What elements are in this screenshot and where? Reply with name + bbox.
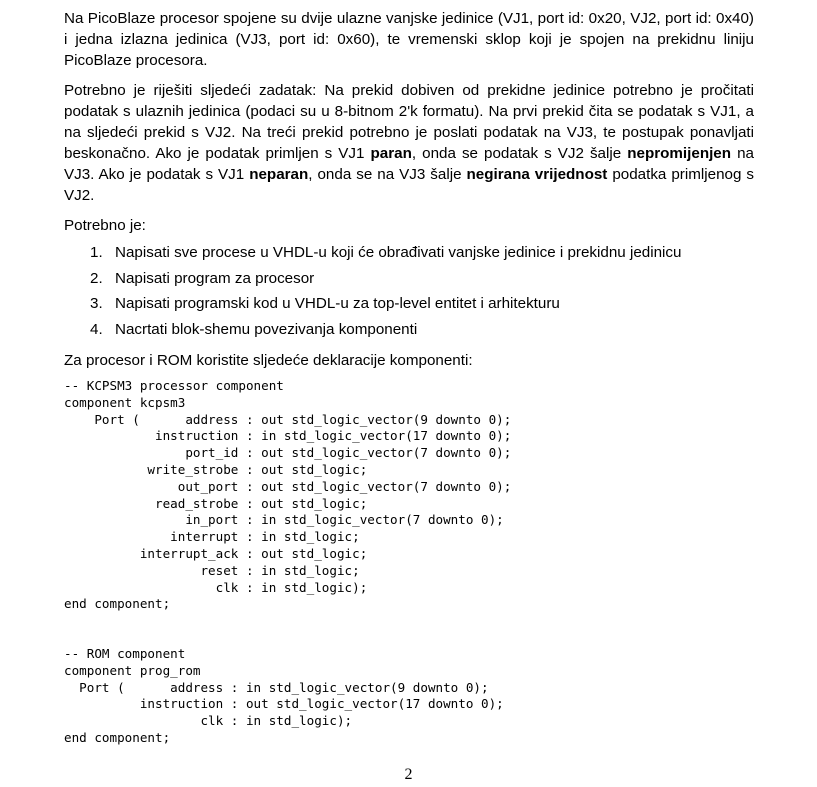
list-item-text: Napisati sve procese u VHDL-u koji će obrađivati vanjske jedinice i prekidnu jedinicu [115,244,682,261]
list-item-number: 1. [90,244,103,261]
components-intro: Za procesor i ROM koristite sljedeće deklaracije komponenti: [64,352,473,369]
list-item [64,291,754,317]
task-text: Potrebno je riješiti sljedeći zadatak: Na prekid dobiven od prekidne jedinice potrebno je pročitati podatak s ulaznih jedinica (podaci su u 8-bitnom 2'k formatu). Na prvi prekid čita se podatak s VJ1, a na sljedeći prekid s VJ2. Na treći prekid potrebno je poslati podatak na VJ3, te postupak ponavljati beskonačno. Ako je podatak primljen s VJ1 [64,82,754,162]
bold-neparan: neparan [249,166,309,183]
list-item-number: 4. [90,320,103,338]
list-item-number: 3. [90,295,103,312]
list-item [64,266,754,292]
task-text: na VJ3. Ako je podatak s VJ1 [64,145,754,183]
task-paragraph [64,80,754,206]
required-heading: Potrebno je: [64,217,146,234]
page-number: 2 [404,766,413,783]
requirements-list [64,240,754,342]
task-text: podatka primljenog s VJ2. [64,166,754,204]
intro-paragraph: Na PicoBlaze procesor spojene su dvije ulazne vanjske jedinice (VJ1, port id: 0x20, VJ2, port id: 0x40) i jedna izlazna jedinica (VJ3, port id: 0x60), te vremenski sklop koji je spojen na prekidnu liniju PicoBlaze procesora. [64,10,754,69]
list-item-text: Napisati programski kod u VHDL-u za top-level entitet i arhitekturu [115,295,560,312]
kcpsm3-code-block: -- KCPSM3 processor component component kcpsm3 Port ( address : out std_logic_vector(9 downto 0); instruction : in std_logic_vector(17 downto 0); port_id : out std_logic_vector(7 downto 0); write_strobe : out std_logic; out_port : out std_logic_vector(7 downto 0); read_strobe : out std_logic; in_port : in std_logic_vector(7 downto 0); interrupt : in std_logic; interrupt_ack : out std_logic; reset : in std_logic; clk : in std_logic); end component; [64,378,512,612]
list-item-text: Nacrtati blok-shemu povezivanja komponenti [115,320,418,338]
list-item-text: Napisati program za procesor [115,269,315,287]
bold-paran: paran [370,145,412,162]
task-text: , onda se podatak s VJ2 šalje [411,145,628,162]
bold-nepromijenjen: nepromijenjen [627,145,732,162]
task-text: , onda se na VJ3 šalje [308,166,467,183]
bold-negirana-vrijednost: negirana vrijednost [466,166,608,183]
prog-rom-code-block: -- ROM component component prog_rom Port ( address : in std_logic_vector(9 downto 0); instruction : out std_logic_vector(17 downto 0); clk : in std_logic); end component; [64,646,504,745]
list-item [64,317,754,343]
document-page [64,8,754,380]
list-item-number: 2. [90,269,103,287]
list-item [64,240,754,266]
